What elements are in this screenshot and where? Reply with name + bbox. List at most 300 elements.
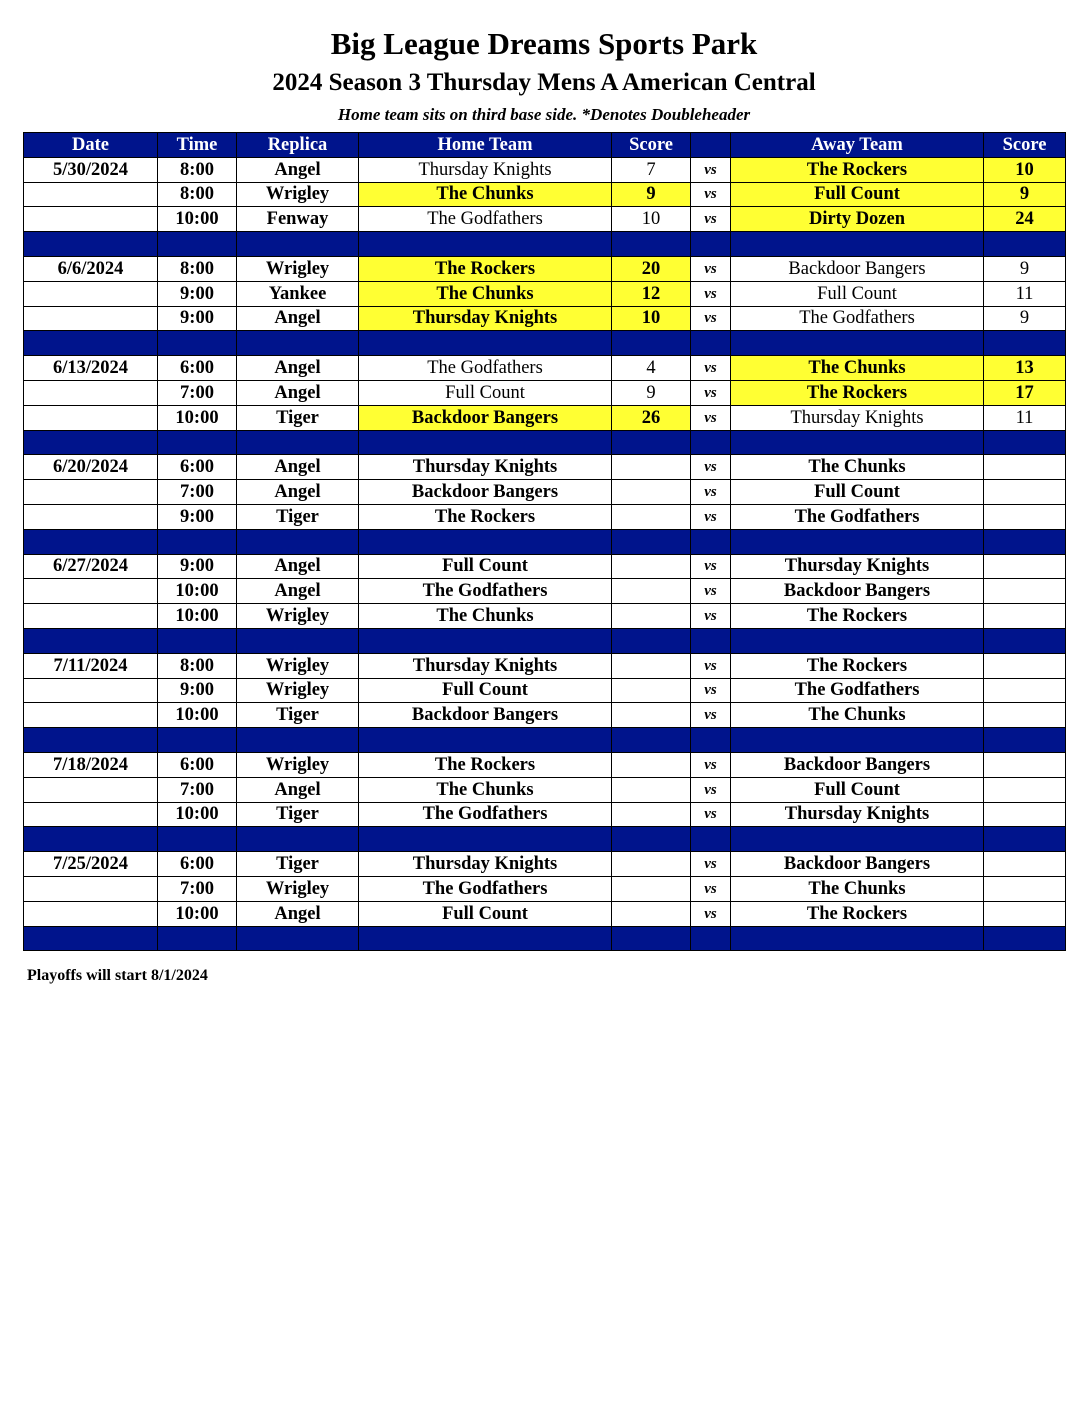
away-team-cell: Full Count (731, 182, 984, 207)
replica-cell: Wrigley (237, 653, 359, 678)
vs-cell: vs (691, 281, 731, 306)
home-score-cell (612, 852, 691, 877)
week-separator-row (24, 331, 1066, 356)
date-cell (24, 480, 158, 505)
table-row (24, 901, 1066, 926)
away-team-cell: Full Count (731, 480, 984, 505)
table-row (24, 653, 1066, 678)
time-cell: 8:00 (158, 653, 237, 678)
away-score-cell (984, 480, 1066, 505)
date-cell (24, 281, 158, 306)
home-score-cell: 9 (612, 182, 691, 207)
away-score-cell: 9 (984, 256, 1066, 281)
separator-cell (24, 529, 158, 554)
week-separator-row (24, 628, 1066, 653)
table-row (24, 306, 1066, 331)
time-cell: 7:00 (158, 876, 237, 901)
home-score-cell (612, 604, 691, 629)
col-header-time: Time (158, 133, 237, 158)
away-team-cell: The Godfathers (731, 306, 984, 331)
separator-cell (24, 926, 158, 951)
time-cell: 9:00 (158, 554, 237, 579)
col-header-replica: Replica (237, 133, 359, 158)
away-team-cell: The Rockers (731, 157, 984, 182)
home-score-cell (612, 480, 691, 505)
time-cell: 10:00 (158, 604, 237, 629)
separator-cell (731, 827, 984, 852)
away-score-cell: 11 (984, 281, 1066, 306)
away-score-cell (984, 802, 1066, 827)
vs-cell: vs (691, 752, 731, 777)
away-team-cell: Thursday Knights (731, 554, 984, 579)
date-cell: 6/20/2024 (24, 455, 158, 480)
separator-cell (984, 926, 1066, 951)
separator-cell (691, 827, 731, 852)
separator-cell (612, 232, 691, 257)
week-separator-row (24, 430, 1066, 455)
separator-cell (691, 628, 731, 653)
home-team-cell: Backdoor Bangers (359, 703, 612, 728)
separator-cell (984, 331, 1066, 356)
time-cell: 8:00 (158, 256, 237, 281)
time-cell: 9:00 (158, 281, 237, 306)
separator-cell (731, 628, 984, 653)
table-row (24, 802, 1066, 827)
separator-cell (24, 628, 158, 653)
home-score-cell: 4 (612, 356, 691, 381)
separator-cell (237, 232, 359, 257)
home-team-cell: Full Count (359, 554, 612, 579)
away-team-cell: Backdoor Bangers (731, 579, 984, 604)
away-team-cell: Dirty Dozen (731, 207, 984, 232)
schedule-table (23, 132, 1066, 951)
vs-cell: vs (691, 703, 731, 728)
vs-cell: vs (691, 554, 731, 579)
replica-cell: Yankee (237, 281, 359, 306)
vs-cell: vs (691, 678, 731, 703)
home-score-cell (612, 703, 691, 728)
schedule-body (24, 157, 1066, 951)
table-row (24, 678, 1066, 703)
table-row (24, 554, 1066, 579)
date-cell (24, 504, 158, 529)
home-score-cell (612, 653, 691, 678)
vs-cell: vs (691, 876, 731, 901)
replica-cell: Angel (237, 380, 359, 405)
separator-cell (984, 728, 1066, 753)
table-row (24, 579, 1066, 604)
date-cell (24, 876, 158, 901)
separator-cell (237, 529, 359, 554)
away-team-cell: Backdoor Bangers (731, 256, 984, 281)
home-team-cell: Thursday Knights (359, 653, 612, 678)
separator-cell (691, 728, 731, 753)
time-cell: 8:00 (158, 157, 237, 182)
away-team-cell: The Godfathers (731, 504, 984, 529)
separator-cell (237, 628, 359, 653)
week-separator-row (24, 827, 1066, 852)
away-team-cell: The Rockers (731, 380, 984, 405)
separator-cell (731, 529, 984, 554)
replica-cell: Tiger (237, 802, 359, 827)
separator-cell (691, 529, 731, 554)
separator-cell (984, 430, 1066, 455)
replica-cell: Wrigley (237, 678, 359, 703)
replica-cell: Angel (237, 777, 359, 802)
replica-cell: Angel (237, 901, 359, 926)
vs-cell: vs (691, 901, 731, 926)
separator-cell (984, 232, 1066, 257)
home-team-cell: Backdoor Bangers (359, 405, 612, 430)
home-team-cell: The Chunks (359, 281, 612, 306)
table-row (24, 876, 1066, 901)
separator-cell (24, 331, 158, 356)
away-score-cell: 10 (984, 157, 1066, 182)
separator-cell (691, 331, 731, 356)
away-team-cell: Backdoor Bangers (731, 752, 984, 777)
away-score-cell (984, 876, 1066, 901)
home-score-cell (612, 504, 691, 529)
date-cell (24, 380, 158, 405)
home-team-cell: The Chunks (359, 777, 612, 802)
away-team-cell: The Chunks (731, 356, 984, 381)
vs-cell: vs (691, 604, 731, 629)
away-score-cell (984, 554, 1066, 579)
time-cell: 7:00 (158, 380, 237, 405)
replica-cell: Wrigley (237, 752, 359, 777)
separator-cell (24, 430, 158, 455)
separator-cell (158, 827, 237, 852)
date-cell (24, 802, 158, 827)
replica-cell: Tiger (237, 852, 359, 877)
away-score-cell (984, 653, 1066, 678)
home-team-cell: The Chunks (359, 182, 612, 207)
replica-cell: Wrigley (237, 256, 359, 281)
date-cell (24, 777, 158, 802)
away-team-cell: The Chunks (731, 703, 984, 728)
vs-cell: vs (691, 405, 731, 430)
vs-cell: vs (691, 207, 731, 232)
vs-cell: vs (691, 777, 731, 802)
separator-cell (359, 827, 612, 852)
home-score-cell (612, 455, 691, 480)
home-score-cell (612, 876, 691, 901)
replica-cell: Wrigley (237, 876, 359, 901)
away-team-cell: The Chunks (731, 455, 984, 480)
home-team-cell: The Rockers (359, 752, 612, 777)
time-cell: 10:00 (158, 207, 237, 232)
week-separator-row (24, 926, 1066, 951)
away-score-cell: 13 (984, 356, 1066, 381)
date-cell (24, 703, 158, 728)
date-cell: 6/6/2024 (24, 256, 158, 281)
vs-cell: vs (691, 802, 731, 827)
replica-cell: Wrigley (237, 604, 359, 629)
separator-cell (359, 232, 612, 257)
vs-cell: vs (691, 182, 731, 207)
date-cell: 6/13/2024 (24, 356, 158, 381)
away-team-cell: Backdoor Bangers (731, 852, 984, 877)
home-team-cell: The Godfathers (359, 876, 612, 901)
separator-cell (158, 430, 237, 455)
home-score-cell (612, 554, 691, 579)
replica-cell: Angel (237, 157, 359, 182)
home-team-cell: The Chunks (359, 604, 612, 629)
separator-cell (158, 926, 237, 951)
away-score-cell (984, 579, 1066, 604)
date-cell (24, 207, 158, 232)
separator-cell (359, 628, 612, 653)
away-score-cell (984, 852, 1066, 877)
replica-cell: Angel (237, 455, 359, 480)
date-cell: 7/25/2024 (24, 852, 158, 877)
table-row (24, 356, 1066, 381)
home-team-cell: Thursday Knights (359, 306, 612, 331)
time-cell: 8:00 (158, 182, 237, 207)
home-score-cell (612, 752, 691, 777)
away-score-cell (984, 901, 1066, 926)
table-row (24, 256, 1066, 281)
home-team-cell: The Rockers (359, 504, 612, 529)
home-team-cell: Full Count (359, 678, 612, 703)
home-team-cell: The Godfathers (359, 207, 612, 232)
col-header-home-team: Home Team (359, 133, 612, 158)
home-score-cell (612, 678, 691, 703)
away-score-cell (984, 604, 1066, 629)
replica-cell: Tiger (237, 405, 359, 430)
away-score-cell: 24 (984, 207, 1066, 232)
vs-cell: vs (691, 455, 731, 480)
replica-cell: Angel (237, 356, 359, 381)
away-team-cell: The Rockers (731, 901, 984, 926)
date-cell: 7/11/2024 (24, 653, 158, 678)
home-team-cell: The Godfathers (359, 356, 612, 381)
col-header-away-team: Away Team (731, 133, 984, 158)
time-cell: 9:00 (158, 678, 237, 703)
home-score-cell: 20 (612, 256, 691, 281)
table-row (24, 752, 1066, 777)
separator-cell (359, 529, 612, 554)
away-score-cell (984, 752, 1066, 777)
vs-cell: vs (691, 579, 731, 604)
col-header-date: Date (24, 133, 158, 158)
replica-cell: Wrigley (237, 182, 359, 207)
date-cell: 7/18/2024 (24, 752, 158, 777)
table-row (24, 455, 1066, 480)
date-cell (24, 405, 158, 430)
date-cell (24, 306, 158, 331)
separator-cell (612, 331, 691, 356)
week-separator-row (24, 728, 1066, 753)
time-cell: 7:00 (158, 777, 237, 802)
date-cell (24, 182, 158, 207)
away-score-cell (984, 703, 1066, 728)
separator-cell (731, 430, 984, 455)
table-row (24, 207, 1066, 232)
vs-cell: vs (691, 306, 731, 331)
separator-cell (691, 430, 731, 455)
away-score-cell: 9 (984, 306, 1066, 331)
time-cell: 6:00 (158, 852, 237, 877)
home-score-cell: 12 (612, 281, 691, 306)
replica-cell: Angel (237, 480, 359, 505)
separator-cell (691, 232, 731, 257)
separator-cell (237, 926, 359, 951)
home-score-cell: 26 (612, 405, 691, 430)
replica-cell: Angel (237, 554, 359, 579)
away-score-cell: 9 (984, 182, 1066, 207)
home-score-cell: 9 (612, 380, 691, 405)
date-cell (24, 678, 158, 703)
away-score-cell: 17 (984, 380, 1066, 405)
separator-cell (237, 331, 359, 356)
table-row (24, 504, 1066, 529)
home-team-cell: Full Count (359, 380, 612, 405)
separator-cell (691, 926, 731, 951)
home-score-cell: 10 (612, 207, 691, 232)
replica-cell: Tiger (237, 703, 359, 728)
home-team-cell: The Rockers (359, 256, 612, 281)
time-cell: 10:00 (158, 405, 237, 430)
time-cell: 6:00 (158, 356, 237, 381)
away-score-cell (984, 455, 1066, 480)
week-separator-row (24, 529, 1066, 554)
separator-cell (612, 529, 691, 554)
home-team-cell: Full Count (359, 901, 612, 926)
replica-cell: Angel (237, 579, 359, 604)
home-score-cell (612, 777, 691, 802)
time-cell: 10:00 (158, 703, 237, 728)
header-row (24, 133, 1066, 158)
col-header-home-score: Score (612, 133, 691, 158)
away-score-cell (984, 777, 1066, 802)
replica-cell: Tiger (237, 504, 359, 529)
home-team-cell: Backdoor Bangers (359, 480, 612, 505)
home-team-cell: The Godfathers (359, 802, 612, 827)
vs-cell: vs (691, 157, 731, 182)
table-row (24, 182, 1066, 207)
home-score-cell: 7 (612, 157, 691, 182)
date-cell (24, 604, 158, 629)
replica-cell: Angel (237, 306, 359, 331)
home-team-cell: Thursday Knights (359, 455, 612, 480)
separator-cell (984, 827, 1066, 852)
separator-cell (158, 728, 237, 753)
vs-cell: vs (691, 356, 731, 381)
away-team-cell: Thursday Knights (731, 802, 984, 827)
separator-cell (24, 728, 158, 753)
vs-cell: vs (691, 256, 731, 281)
separator-cell (612, 430, 691, 455)
separator-cell (359, 728, 612, 753)
date-cell: 5/30/2024 (24, 157, 158, 182)
date-cell: 6/27/2024 (24, 554, 158, 579)
vs-cell: vs (691, 480, 731, 505)
separator-cell (731, 926, 984, 951)
separator-cell (237, 430, 359, 455)
time-cell: 10:00 (158, 802, 237, 827)
vs-cell: vs (691, 852, 731, 877)
separator-cell (612, 728, 691, 753)
separator-cell (158, 232, 237, 257)
table-row (24, 777, 1066, 802)
separator-cell (237, 728, 359, 753)
separator-cell (731, 232, 984, 257)
separator-cell (731, 728, 984, 753)
home-score-cell: 10 (612, 306, 691, 331)
away-score-cell (984, 504, 1066, 529)
home-team-cell: Thursday Knights (359, 157, 612, 182)
vs-cell: vs (691, 653, 731, 678)
separator-cell (612, 628, 691, 653)
col-header-away-score: Score (984, 133, 1066, 158)
home-score-cell (612, 579, 691, 604)
separator-cell (984, 529, 1066, 554)
separator-cell (612, 827, 691, 852)
away-score-cell (984, 678, 1066, 703)
table-row (24, 157, 1066, 182)
separator-cell (158, 628, 237, 653)
table-row (24, 281, 1066, 306)
separator-cell (359, 331, 612, 356)
week-separator-row (24, 232, 1066, 257)
home-score-cell (612, 802, 691, 827)
time-cell: 7:00 (158, 480, 237, 505)
away-score-cell: 11 (984, 405, 1066, 430)
separator-cell (359, 926, 612, 951)
table-row (24, 380, 1066, 405)
time-cell: 9:00 (158, 306, 237, 331)
col-header-vs (691, 133, 731, 158)
separator-cell (984, 628, 1066, 653)
separator-cell (158, 529, 237, 554)
date-cell (24, 579, 158, 604)
separator-cell (359, 430, 612, 455)
separator-cell (24, 232, 158, 257)
away-team-cell: Thursday Knights (731, 405, 984, 430)
table-row (24, 480, 1066, 505)
table-row (24, 703, 1066, 728)
replica-cell: Fenway (237, 207, 359, 232)
separator-cell (237, 827, 359, 852)
time-cell: 6:00 (158, 752, 237, 777)
home-team-cell: The Godfathers (359, 579, 612, 604)
playoffs-note: Playoffs will start 8/1/2024 (27, 967, 208, 984)
away-team-cell: The Chunks (731, 876, 984, 901)
separator-cell (158, 331, 237, 356)
vs-cell: vs (691, 504, 731, 529)
separator-cell (24, 827, 158, 852)
vs-cell: vs (691, 380, 731, 405)
home-team-cell: Thursday Knights (359, 852, 612, 877)
away-team-cell: The Godfathers (731, 678, 984, 703)
time-cell: 6:00 (158, 455, 237, 480)
away-team-cell: Full Count (731, 777, 984, 802)
table-row (24, 852, 1066, 877)
schedule-note: Home team sits on third base side. *Denotes Doubleheader (337, 105, 751, 124)
time-cell: 9:00 (158, 504, 237, 529)
date-cell (24, 901, 158, 926)
schedule-subtitle: 2024 Season 3 Thursday Mens A American Central (272, 69, 816, 96)
time-cell: 10:00 (158, 901, 237, 926)
table-row (24, 604, 1066, 629)
separator-cell (612, 926, 691, 951)
away-team-cell: The Rockers (731, 653, 984, 678)
away-team-cell: The Rockers (731, 604, 984, 629)
time-cell: 10:00 (158, 579, 237, 604)
away-team-cell: Full Count (731, 281, 984, 306)
separator-cell (731, 331, 984, 356)
